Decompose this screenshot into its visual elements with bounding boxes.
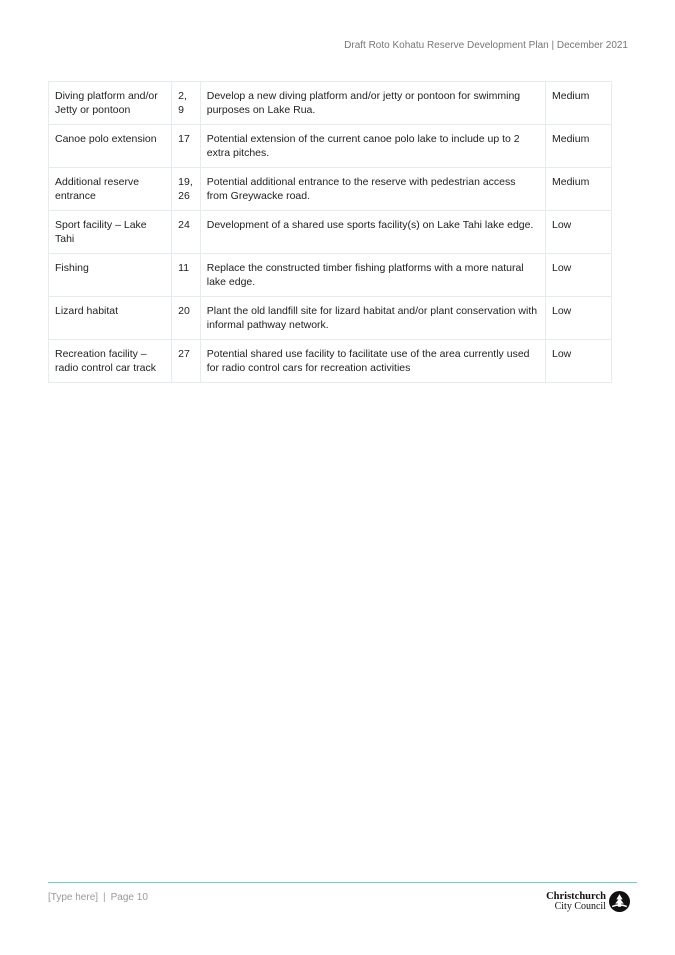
project-name-cell: Lizard habitat (49, 297, 172, 340)
map-reference-cell: 11 (172, 254, 201, 297)
table-row (49, 297, 612, 340)
table-row (49, 82, 612, 125)
priority-cell: Medium (546, 168, 612, 211)
footer-placeholder-text: [Type here] (48, 892, 99, 903)
description-cell: Potential shared use facility to facilitate use of the area currently used for radio control cars for recreation activities (200, 340, 545, 383)
project-name-cell: Canoe polo extension (49, 125, 172, 168)
map-reference-cell: 20 (172, 297, 201, 340)
footer-divider (48, 882, 637, 883)
council-emblem-icon (609, 891, 630, 912)
christchurch-city-council-logo (546, 891, 630, 912)
map-reference-cell: 24 (172, 211, 201, 254)
development-plan-table (48, 81, 612, 383)
project-name-cell: Diving platform and/or Jetty or pontoon (49, 82, 172, 125)
table-row (49, 340, 612, 383)
priority-cell: Low (546, 211, 612, 254)
map-reference-cell: 19, 26 (172, 168, 201, 211)
page-number: Page 10 (110, 892, 148, 903)
map-reference-cell: 27 (172, 340, 201, 383)
table-row (49, 125, 612, 168)
project-name-cell: Fishing (49, 254, 172, 297)
description-cell: Development of a shared use sports facility(s) on Lake Tahi lake edge. (200, 211, 545, 254)
map-reference-cell: 2, 9 (172, 82, 201, 125)
project-name-cell: Recreation facility – radio control car track (49, 340, 172, 383)
description-cell: Develop a new diving platform and/or jetty or pontoon for swimming purposes on Lake Rua. (200, 82, 545, 125)
description-cell: Potential extension of the current canoe polo lake to include up to 2 extra pitches. (200, 125, 545, 168)
logo-line-city-council: City Council (554, 900, 606, 912)
description-cell: Replace the constructed timber fishing platforms with a more natural lake edge. (200, 254, 545, 297)
priority-cell: Medium (546, 82, 612, 125)
priority-cell: Low (546, 297, 612, 340)
priority-cell: Low (546, 340, 612, 383)
table-row (49, 211, 612, 254)
description-cell: Plant the old landfill site for lizard habitat and/or plant conservation with informal pathway network. (200, 297, 545, 340)
logo-wordmark (546, 892, 606, 912)
priority-cell: Medium (546, 125, 612, 168)
page-header-title: Draft Roto Kohatu Reserve Development Plan | December 2021 (344, 40, 628, 51)
project-name-cell: Additional reserve entrance (49, 168, 172, 211)
footer-page-info (48, 892, 148, 903)
footer-separator: | (103, 892, 106, 903)
table-row (49, 254, 612, 297)
map-reference-cell: 17 (172, 125, 201, 168)
table-row (49, 168, 612, 211)
priority-cell: Low (546, 254, 612, 297)
project-name-cell: Sport facility – Lake Tahi (49, 211, 172, 254)
description-cell: Potential additional entrance to the reserve with pedestrian access from Greywacke road. (200, 168, 545, 211)
logo-line-christchurch: Christchurch (546, 890, 606, 902)
